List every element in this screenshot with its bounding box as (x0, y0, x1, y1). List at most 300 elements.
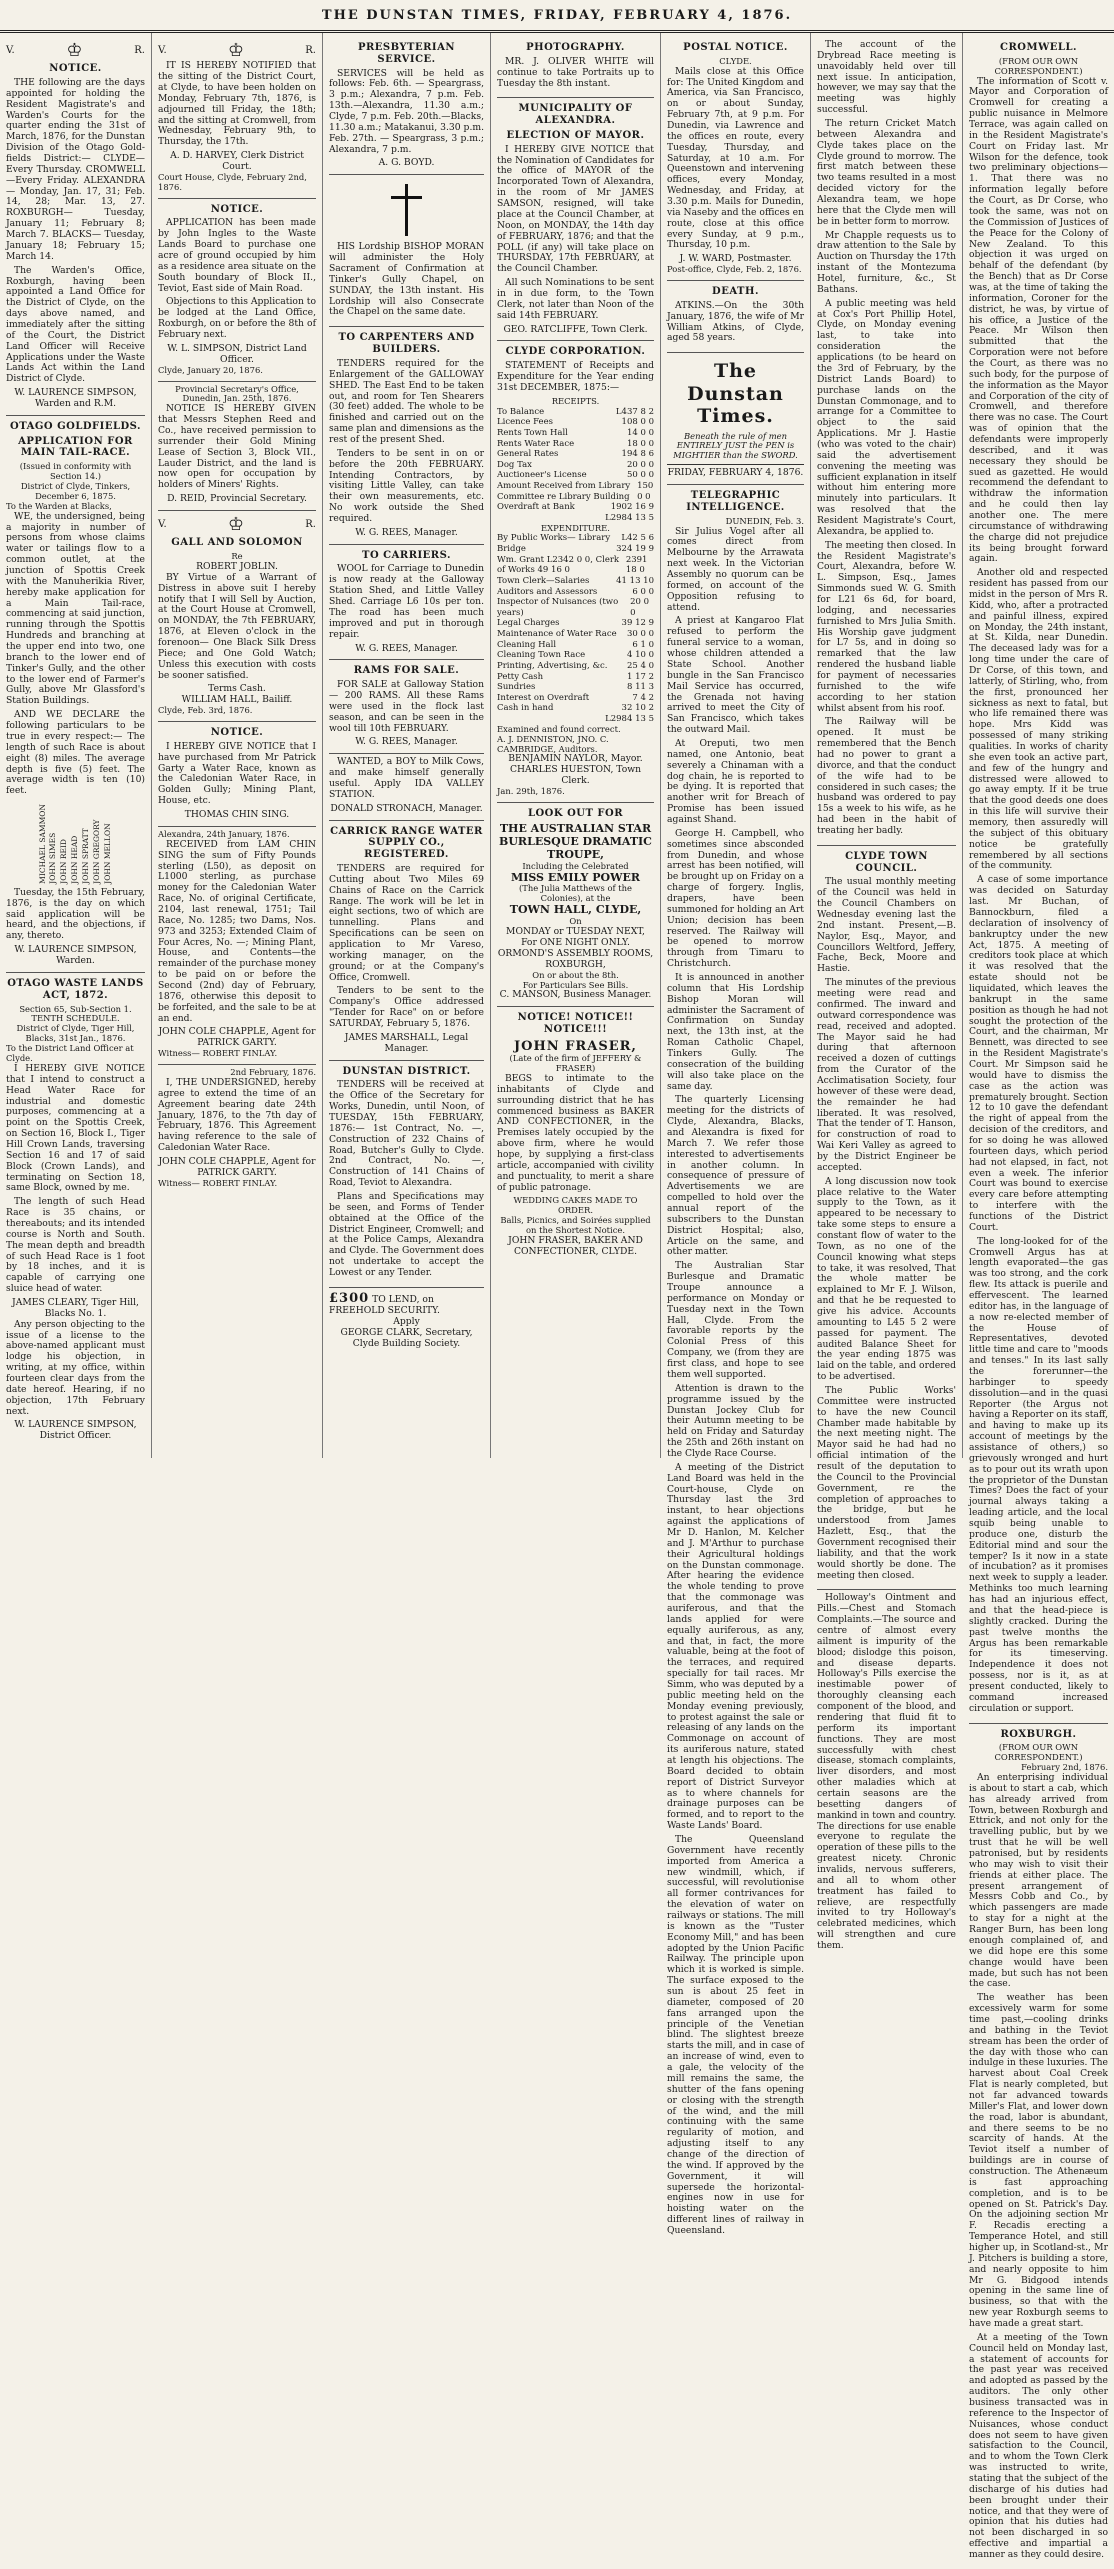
ledger-item: Interest on Overdraft (497, 692, 590, 703)
postal-notice (667, 37, 804, 281)
boy-body: WANTED, a BOY to Milk Cows, and make himself generally useful. Apply IDA VALLEY STATION. (329, 756, 484, 800)
corp-clerk: CHARLES HUESTON, Town Clerk. (509, 764, 642, 787)
mayor-body: I HEREBY GIVE NOTICE that the Nomination of Candidates for the office of MAYOR of the Incorporated Town of Alexandra, in the room of Mr JAMES SAMSON, resigned, will take place at the Council Chamber, at Noon, on MONDAY, the 14th day of FEBRUARY, 1876; and that the POLL (if any) will take place on THURSDAY, 17th FEBRUARY, at the Council Chamber. (497, 143, 654, 275)
ledger-row (497, 576, 654, 587)
crest-left: V. (158, 44, 167, 56)
waste-body-2: The length of such Head Race is 35 chains, or thereabouts; and its intended course is North and South. The mean depth and breadth of such Head Race is 1 foot by 18 inches, and it is capable of carrying one sluice head of water. (6, 1196, 145, 1295)
ledger-row (497, 597, 654, 618)
crown-icon: ♔ (227, 40, 245, 61)
clyde-body-4: The Public Works' Committee were instructed to have the new Council Chamber made habitable by the next meeting night. The Mayor said he had had no official intimation of the result of the deputation to the Council to the Provincial Government, re the completion of approaches to the bridge, but he understood from James Hazlett, Esq., that the Government recognised their liability, and that the work would shortly be done. The meeting then closed. (817, 1385, 956, 1581)
ledger-row (497, 481, 654, 502)
gall-solomon-notice (158, 511, 316, 722)
ledger-row (497, 672, 654, 683)
ledger-amount: 150 0 0 (637, 481, 654, 502)
holloway-body: Holloway's Ointment and Pills.—Chest and Stomach Complaints.—The source and centre of almost every ailment is impurity of the blood; dislodge this poison, and disease departs. Holloway's Pills exercise the inestimable power of thoroughly cleansing each component of the blood, and rendering that fluid fit to perform its important functions. They are most successfully with chest disease, stomach complaints, liver disorders, and most other maladies which at certain seasons are the besetting dangers of mankind in town and country. The directions for use enable everyone to regulate the operation of these pills to the greatest nicety. Chronic invalids, nervous sufferers, and all to whom other treatment has failed to relieve, are respectfully invited to try Holloway's celebrated medicines, which will strengthen and cure them. (817, 1592, 956, 1951)
ledger-amount: 6 1 0 (632, 639, 654, 650)
mayor-body-2: All such Nominations to be sent in in due form, to the Town Clerk, not later than Noon of the said 14th FEBRUARY. (497, 277, 654, 321)
column-6 (811, 33, 963, 1951)
ledger-row (497, 470, 654, 481)
ledger-row (497, 618, 654, 629)
ledger-amount: 18 0 0 (626, 438, 654, 449)
column-2 (152, 33, 323, 1458)
loan-notice (329, 1288, 484, 1355)
ledger-item: Amount Received from Library Committee re Library Building (497, 481, 631, 502)
ledger-row (497, 513, 654, 524)
tailrace-application (6, 416, 145, 973)
crown-icon: ♔ (227, 514, 245, 536)
paper-title: The Dunstan Times. (687, 360, 784, 428)
fraser-sub: (Late of the firm of JEFFERY & FRASER) (509, 1053, 642, 1074)
carrick-body-2: Tenders to be sent to the Company's Office addressed "Tender for Race" on or before SATURDAY, February 5, 1876. (329, 985, 484, 1030)
signature-name: JOHN REID (59, 839, 69, 884)
notice2-body: I HEREBY GIVE NOTICE that I have purchased from Mr Patrick Garty a Water Race, known as the Caledonian Water Race, in Golden Gully; Mining Plant, House, etc. (158, 740, 316, 807)
corp-date: Jan. 29th, 1876. (497, 785, 565, 796)
notice2-heading: NOTICE. (210, 727, 264, 739)
ledger-row (497, 544, 654, 555)
loan-apply: Apply (393, 1316, 420, 1328)
waste-lands-notice (6, 973, 145, 1447)
ingles-notice (158, 199, 316, 382)
rox-sub: (FROM OUR OWN CORRESPONDENT.) (994, 1742, 1083, 1763)
carrick-heading: CARRICK RANGE WATER SUPPLY CO., REGISTERED. (330, 825, 483, 861)
fraser-ad (497, 1007, 654, 1263)
signature-name: JOHN HEAD (70, 835, 80, 884)
death-heading: DEATH. (712, 286, 759, 298)
crest-right: R. (305, 44, 316, 56)
postal-heading: POSTAL NOTICE. (683, 42, 788, 53)
corp-body: STATEMENT of Receipts and Expenditure for the Year ending 31st DECEMBER, 1875:— (497, 360, 654, 393)
tailrace-body-3: Tuesday, the 15th February, 1876, is the day on which said application will be heard, and the objections, if any, thereto. (6, 886, 145, 942)
ledger-amount: 6 0 0 (632, 586, 654, 597)
photo-body: MR. J. OLIVER WHITE will continue to take Portraits up to Tuesday the 8th instant. (497, 55, 654, 89)
pres-heading: PRESBYTERIAN SERVICE. (357, 42, 456, 65)
ledger-item: Cash in hand (497, 703, 554, 714)
prov-body: NOTICE IS HEREBY GIVEN that Messrs Stephen Reed and Co., have received permission to surrender their Gold Mining Lease of Section 3, Block VII., Lauder District, and the land is now open for occupation by holders of Miners' Rights. (158, 403, 316, 491)
rox-body-2: The weather has been excessively warm for some time past,—cooling drinks and bathing in the Teviot stream has been the order of the day with those who can indulge in these luxuries. The harvest about Coal Creek Flat is nearly completed, but not far advanced towards Miller's Flat, and lower down the road, labor is abundant, and there seems to be no scarcity of hands. At the Teviot itself a number of buildings are in course of construction. The Athenæum is fast approaching completion, and is to be opened on St. Patrick's Day. On the adjoining section Mr F. Recadis erecting a Temperance Hotel, and still higher up, in Scotland-st., Mr J. Pitchers is building a store, and nearly opposite to him Mr G. Bidgood intends opening in the same line of business, so that with the new year Roxburgh seems to have made a great start. (969, 1992, 1108, 2329)
ledger-amount: 14 0 0 (626, 427, 654, 438)
waste-section: Section 65, Sub-Section 1. (19, 1003, 132, 1014)
ledger-item: General Rates (497, 449, 559, 460)
waste-place: District of Clyde, Tiger Hill, Blacks, 31st Jan., 1876. (16, 1023, 135, 1044)
ledger-amount: 4 10 0 (626, 650, 654, 661)
death-notice (667, 281, 804, 353)
ledger-amount: L2984 13 5 (605, 512, 654, 523)
rox-body: An enterprising individual is about to start a cab, which has already arrived from Town, between Roxburgh and Ettrick, and not only for the travelling public, but by we trust that he will be well patronised, but by residents who may wish to visit their friends at either place. The present arrangement of Messrs Cobb and Co., by which passengers are made to stay for a night at the Ranger Burn, has been long enough complained of, and we did hope ere this some change would have been made, but such has not been the case. (969, 1772, 1108, 1990)
crest-right: R. (305, 518, 316, 530)
ledger-row (497, 555, 654, 576)
alex-signature: JOHN COLE CHAPPLE, Agent for PATRICK GARTY. (158, 1026, 316, 1049)
tele-body-10: The Queensland Government have recently imported from America a new windmill, which, if successful, will revolutionise all former contrivances for the elevation of water on railways or stations. The mill is known as the "Tuster Economy Mill," and has been adopted by the Union Pacific Railway. The principle upon which it is worked is simple. The surface exposed to the sun is about 25 feet in diameter, composed of 20 fans arranged upon the principle of the Venetian blind. The slightest breeze starts the mill, and in case of an increase of wind, even to a gale, the velocity of the mill remains the same, the shutter of the fans opening or closing with the strength of the wind, and the mill continuing with the same regularity of motion, and adjusting itself to any change of the direction of the wind. If approved by the Government, it will supersede the horizontal-engines now in use for hoisting water on the different lines of railway in Queensland. (667, 1834, 804, 2236)
carrick-body: TENDERS are required for Cutting about Two Miles 69 Chains of Race on the Carrick Range. The work will be let in eight sections, two of which are tunnelling. Plans and Specifications can be seen on application to Mr Vareso, working manager, on the ground; or at the Company's Office, Cromwell. (329, 863, 484, 983)
carp-signature: W. G. REES, Manager. (355, 526, 458, 538)
notice-heading: NOTICE. (210, 203, 264, 215)
moran-body: HIS Lordship BISHOP MORAN will administer the Holy Sacrament of Confirmation at Tinker's Gully Chapel, on SUNDAY, the 13th instant. His Lordship will also Consecrate the Chapel on the same date. (329, 241, 484, 318)
corp-heading: CLYDE CORPORATION. (505, 346, 646, 358)
rams-heading: RAMS FOR SALE. (353, 665, 460, 677)
expenditure-heading: EXPENDITURE. (541, 522, 610, 533)
ledger-row (497, 703, 654, 714)
ledger-row (497, 587, 654, 598)
expenditure-ledger (497, 533, 654, 724)
ledger-item: Cleaning Hall (497, 639, 557, 650)
muni-heading: MUNICIPALITY OF ALEXANDRA. (518, 103, 633, 127)
ledger-item: Auctioneer's License (497, 470, 587, 481)
loan-amount: £300 (329, 1290, 370, 1306)
tailrace-body-2: AND WE DECLARE the following particulars to be true in every respect:— The length of such Race is about eight (8) miles. The average depth is five (5) feet. The average width is ten (10) feet. (6, 709, 145, 797)
rox-heading: ROXBURGH. (1000, 1728, 1077, 1740)
loan-signature: GEORGE CLARK, Secretary, Clyde Building Society. (340, 1326, 473, 1349)
rox-date: February 2nd, 1876. (1021, 1762, 1108, 1773)
signature-name: JOHN SPRATT (80, 828, 90, 884)
ledger-item: Legal Charges (497, 618, 560, 629)
waste-signature: JAMES CLEARY, Tiger Hill, Blacks No. 1. (12, 1296, 139, 1319)
column-4 (491, 33, 661, 1458)
waste-body-3: Any person objecting to the issue of a license to the above-named applicant must lodge his objection, in writing, at my office, within fourteen clear days from the date hereof. Hearing, if no objection, 17th February next. (6, 1318, 145, 1417)
race-body: The account of the Drybread Race meeting is unavoidably held over till next issue. In anticipation, however, we may say that the meeting was highly successful. (817, 39, 956, 116)
tailrace-place: District of Clyde, Tinkers, December 6, 1875. (20, 481, 131, 501)
ledger-amount: L2984 13 5 (605, 714, 654, 725)
star-roxburgh: ORMOND'S ASSEMBLY ROOMS, ROXBURGH, (497, 947, 654, 970)
ledger-amount: 20 0 0 (626, 459, 654, 470)
pres-signature: A. G. BOYD. (378, 157, 435, 169)
holloway-ad (817, 1590, 956, 1959)
loan-text: TO LEND, on FREEHOLD SECURITY. (329, 1293, 440, 1317)
carp-heading: TO CARPENTERS AND BUILDERS. (338, 332, 475, 356)
ledger-item: Bridge (497, 544, 526, 555)
ledger-item: Maintenance of Water Race (497, 629, 617, 640)
notice-body-2: The Warden's Office, Roxburgh, having been appointed a Land Office for the District of Clyde, on the days above named, and immediately after the sitting of the Court, the District Land Officer will Receive Applications under the Waste Lands Act within the Land District of Clyde. (6, 264, 145, 385)
boy-signature: DONALD STRONACH, Manager. (330, 802, 483, 814)
district-court-notice (158, 37, 316, 199)
divider (667, 464, 804, 465)
ledger-amount: 1902 16 9 (610, 502, 654, 513)
ledger-row (497, 650, 654, 661)
carriers-body: WOOL for Carriage to Dunedin is now ready at the Galloway Station Shed, and Little Valley Shed. Carriage L6 10s per ton. The road has been much improved and put in thorough repair. (329, 563, 484, 640)
tailrace-signature: W. LAURENCE SIMPSON, Warden. (14, 944, 137, 967)
carrick-signature: JAMES MARSHALL, Legal Manager. (344, 1031, 469, 1054)
postal-place: Post-office, Clyde, Feb. 2, 1876. (667, 264, 802, 275)
star-venue: TOWN HALL, CLYDE, (509, 903, 642, 917)
tele-body-2: A priest at Kangaroo Flat refused to perform the funeral service to a woman, whose children attended a State School. Another bungle in the San Francisco Mail Service has occurred, the Grenada not having arrived to meet the City of San Francisco, which takes the outward Mail. (667, 615, 804, 736)
receipts-heading: RECEIPTS. (551, 395, 600, 406)
dunstan-body: TENDERS will be received at the Office of the Secretary for Works, Dunedin, until Noon, of TUESDAY, 15th FEBRUARY, 1876:— 1st Contract, No. —, Construction of 232 Chains of Road, Butcher's Gully to Clyde. 2nd Contract, No. —, Construction of 141 Chains of Road, Teviot to Alexandra. (329, 1079, 484, 1189)
clyde-heading: CLYDE TOWN COUNCIL. (845, 850, 928, 874)
prov-signature: D. REID, Provincial Secretary. (167, 493, 307, 505)
clyde-body: The usual monthly meeting of the Council was held in the Council Chambers on Wednesday evening last the 2nd instant. Present,—B. Naylor, Esq., Mayor, and Councillors Weltford, Jeffery, Fache, Beck, Moore and Hastie. (817, 876, 956, 975)
star-name: MISS EMILY POWER (511, 870, 640, 884)
race-body-2: The return Cricket Match between Alexandra and Clyde takes place on the Clyde ground to morrow. The first match between these two teams resulted in a most decided victory for the Alexandra team, we hope here that the Clyde men will be in better form to morrow. (817, 118, 956, 227)
mayor-election (497, 98, 654, 341)
ledger-item: Inspector of Nuisances (two years) (497, 597, 619, 618)
signature-name: JOHN SIMES (48, 832, 58, 884)
star-on: On (569, 916, 582, 927)
agreement-extension (158, 1065, 316, 1194)
ledger-amount: 1 17 2 (626, 671, 654, 682)
ledger-amount: 194 8 6 (621, 449, 654, 460)
carp-body-2: Tenders to be sent in on or before the 20th FEBRUARY. Intending Contractors, by visiting Little Valley, can take their own measurements, etc. No work outside the Shed required. (329, 447, 484, 524)
fraser-signature: JOHN FRASER, BAKER AND CONFECTIONER, CLYDE. (508, 1235, 643, 1257)
waste-body: I HEREBY GIVE NOTICE that I intend to construct a Head Water Race for industrial and domestic purposes, commencing at a point on the Spottis Creek, on Section 16, Block I., Tiger Hill Crown Lands, traversing Section 16 and 17 of said Block (Crown Lands), and terminating on Section 18, same Block, owned by me. (6, 1062, 145, 1194)
ledger-row (497, 417, 654, 428)
ledger-item: Cleaning Town Race (497, 650, 586, 661)
notice-courts (6, 37, 145, 416)
mayor-heading: ELECTION OF MAYOR. (506, 129, 645, 141)
alexandra-receipt (158, 827, 316, 1065)
tele-body-9: A meeting of the District Land Board was held in the Court-house, Clyde on Thursday last the 3rd instant, to hear objections against the applications of Mr D. Hanlon, M. Kelcher and J. M'Arthur to purchase their Agricultural holdings on the Dunstan commonage. After hearing the evidence the whole tending to prove that the commonage was auriferous, and that the lands applied for were equally auriferous, as any, and that, in fact, the more valuable, being at the foot of the terraces, and required specially for tail races. Mr Simm, who was deputed by a public meeting held on the Monday evening previously, to protest against the sale or releasing of any lands on the Commonage on account of its auriferous nature, stated at length his objections. The Board decided to obtain report of District Surveyor as to where channels for drainage purposes can be formed, and to report to the Waste Lands' Board. (667, 1461, 804, 1832)
crom-heading: CROMWELL. (1000, 42, 1077, 53)
tailrace-heading: APPLICATION FOR MAIN TAIL-RACE. (18, 435, 133, 459)
ledger-item: Licence Fees (497, 417, 553, 428)
column-7 (963, 33, 1114, 2561)
star-more: For Particulars See Bills. (522, 979, 629, 990)
ledger-item: By Public Works— Library (497, 533, 611, 544)
chin-sing-notice (158, 722, 316, 827)
gall-body: BY Virtue of a Warrant of Distress in above suit I hereby notify that I will Sell by Auction, at the Court House at Cromwell, on MONDAY, the 7th FEBRUARY, 1876, at Eleven o'clock in the forenoon— One Black Silk Dress Piece; and One Gold Watch; Unless this execution with costs be sooner satisfied. (158, 571, 316, 681)
clyde-corporation (497, 341, 654, 803)
mayor-signature: GEO. RATCLIFFE, Town Clerk. (503, 323, 648, 335)
tele-body-8: Attention is drawn to the programme issued by the Dunstan Jockey Club for their Autumn meeting to be held on Friday and Saturday the 25th and 26th instant on the Clyde Race Course. (667, 1382, 804, 1459)
bishop-moran-notice (329, 175, 484, 327)
star-title: THE AUSTRALIAN STAR BURLESQUE DRAMATIC TROUPE, (499, 821, 652, 861)
column-5 (661, 33, 811, 2236)
waste-heading: OTAGO WASTE LANDS ACT, 1872. (7, 977, 144, 1001)
ledger-row (497, 693, 654, 704)
paper-motto: Beneath the rule of men ENTIRELY JUST the PEN is MIGHTIER than the SWORD. (673, 430, 798, 461)
gall-terms: Terms Cash. (208, 683, 266, 695)
corp-exam: Examined and found correct. (497, 723, 621, 734)
crom-sub: (FROM OUR OWN CORRESPONDENT.) (994, 55, 1083, 76)
fraser-body: BEGS to intimate to the inhabitants of Clyde and surrounding district that he has commenced business as BAKER AND CONFECTIONER, in the Premises lately occupied by the above firm, where he would hope, by supplying a first-class article, accompanied with civility and punctuality, to merit a share of public patronage. (497, 1073, 654, 1193)
ledger-row (497, 449, 654, 460)
editorial-header (667, 353, 804, 485)
boy-wanted (329, 754, 484, 820)
ledger-amount: 25 4 0 (626, 660, 654, 671)
carriers-notice (329, 545, 484, 661)
gall-place: Clyde, Feb. 3rd, 1876. (158, 705, 253, 716)
royal-crest (158, 514, 316, 535)
provincial-notice (158, 382, 316, 512)
star-including: Including the Celebrated (522, 860, 629, 871)
ingles-signature: W. L. SIMPSON, District Land Officer. (167, 342, 307, 365)
waste-schedule: TENTH SCHEDULE. (31, 1013, 120, 1024)
royal-crest (158, 40, 316, 61)
ledger-amount: 108 0 0 (621, 417, 654, 428)
race-body-5: The meeting then closed. In the Resident Magistrate's Court, Alexandra, before W. L. Simpson, Esq., James Simmonds sued W. G. Smith for L21 6s 6d, for board, lodging, and necessaries furnished to Mrs Julia Smith. His Worship gave judgment for L7 5s, and in doing so remarked that the law rendered the husband liable for payment of necessaries furnished to the wife according to her station whilst absent from his roof. (817, 539, 956, 714)
ledger-amount: 324 19 9 (616, 544, 654, 555)
ledger-item: Petty Cash (497, 671, 544, 682)
ledger-amount: 50 0 0 (626, 470, 654, 481)
cromwell-news (969, 37, 1108, 1724)
ledger-amount: L42 5 6 (621, 533, 654, 544)
ledger-item: Sundries (497, 682, 536, 693)
star-day: MONDAY or TUESDAY NEXT, (506, 926, 645, 938)
prov-place: Provincial Secretary's Office, Dunedin, Jan. 25th, 1876. (175, 383, 299, 404)
feb-witness: Witness— ROBERT FINLAY. (158, 1177, 278, 1188)
postal-signature: J. W. WARD, Postmaster. (679, 253, 792, 265)
ledger-item: Wm. Grant L2342 0 0, Clerk of Works 49 16 0 (497, 554, 620, 576)
notice-signature: W. LAURENCE SIMPSON, Warden and R.M. (14, 387, 137, 409)
dunstan-heading: DUNSTAN DISTRICT. (342, 1065, 471, 1077)
tele-place: DUNEDIN, Feb. 3. (725, 515, 804, 526)
ledger-row (497, 640, 654, 651)
feb-place: 2nd February, 1876. (230, 1067, 316, 1078)
rox-body-3: At a meeting of the Town Council held on Monday last, a statement of accounts for the past year was received and adopted as passed by the auditors. The only other business transacted was in reference to the Inspector of Nuisances, whose conduct does not seem to have given satisfaction to the Council, and to whom the Town Clerk was instructed to write, stating that the subject of the discharge of his duties had been brought under their notice, and that they were of opinion that his duties had not been discharged in so effective and impartial a manner as they could desire. (969, 2331, 1108, 2561)
tele-body: Sir Julius Vogel after all comes direct from Melbourne by the Arrawata next week. In the Victorian Assembly no quorum can be formed, on account of the Opposition refusing to attend. (667, 525, 804, 613)
carriers-heading: TO CARRIERS. (362, 549, 451, 561)
ledger-amount: 39 12 9 (621, 618, 654, 629)
court-place: Court House, Clyde, February 2nd, 1876. (158, 171, 307, 192)
notice-heading: NOTICE. (49, 63, 102, 75)
ingles-body: APPLICATION has been made by John Ingles to the Waste Lands Board to purchase one acre of ground occupied by him as a residence area situate on the South boundary of Block II., Teviot, East side of Main Road. (158, 217, 316, 294)
ingles-body-2: Objections to this Application to be lodged at the Land Office, Roxburgh, on or before the 8th of February next. (158, 296, 317, 341)
dateline: FRIDAY, FEBRUARY 4, 1876. (667, 467, 804, 479)
alex-body: RECEIVED from LAM CHIN SING the sum of Fifty Pounds sterling (L50), as deposit on L1000 sterling, as purchase money for the Caledonian Water Race, No. of original Certificate, 2104, last renewal, 1751; Tail Race, No. 1285; two Dams, Nos. 973 and 3253; Extended Claim of Four Acres, No. —; Mining Plant, House, and Contents—the remainder of the purchase money to be paid on or before the Second (2nd) day of February, 1876, otherwise this deposit to be forfeited, and the sale to be at an end. (158, 838, 316, 1024)
court-signature: A. D. HARVEY, Clerk District Court. (170, 150, 304, 172)
postal-clyde: CLYDE. (719, 55, 752, 66)
star-heading: LOOK OUT FOR (527, 807, 624, 819)
court-body: IT IS HEREBY NOTIFIED that the sitting of the District Court, at Clyde, to have been holden on Monday, February 7th, 1876, is adjourned till Friday, the 18th; and the sitting at Cromwell, from Wednesday, February 9th, to Thursday, the 17th. (158, 60, 316, 148)
ingles-place: Clyde, January 20, 1876. (158, 364, 263, 375)
alex-place: Alexandra, 24th January, 1876. (158, 828, 290, 839)
tele-body-3: At Oreputi, two men named, one Antonio, beat severely a Chinaman with a dog chain, he is reported to be dying. It is reported that another writ for Breach of Promise has been issued against Shand. (667, 737, 804, 825)
star-sub: (The Julia Matthews of the Colonies), at the (519, 883, 632, 904)
ledger-item: Rents Water Race (497, 438, 575, 449)
carrick-range-tender (329, 821, 484, 1061)
tele-body-4: George H. Campbell, who sometimes since absconded from Dunedin, and whose arrest has been notified, will be brought up on Friday on a charge of forgery. Inglis, drapers, have been summoned for holding an Art Union; decision has been reserved. The Railway will be opened to morrow through from Timaru to Christchurch. (667, 827, 804, 970)
ledger-item: Overdraft at Bank (497, 502, 575, 513)
receipts-ledger (497, 407, 654, 524)
ledger-row (497, 428, 654, 439)
rams-signature: W. G. REES, Manager. (355, 736, 458, 748)
loan-line (329, 1291, 484, 1317)
death-body: ATKINS.—On the 30th January, 1876, the wife of Mr William Atkins, of Clyde, aged 58 years. (667, 299, 804, 344)
corp-auditors: A. J. DENNISTON, JNO. C. CAMBRIDGE, Auditors. (497, 733, 609, 754)
postal-body: Mails close at this Office for: The United Kingdom and America, via San Francisco, on or about Sunday, February 7th, at 9 p.m. For Dunedin, via Lawrence and the offices en route, every Tuesday, Thursday, and Saturday, at 10 a.m. For Queenstown and intervening offices, every Monday, Wednesday, and Friday, at 3.30 p.m. Mails for Dunedin, via Naseby and the offices en route, close at this office every Sunday, at 9 p.m., Thursday, 10 p.m. (667, 65, 804, 251)
ledger-item: Dog Tax (497, 459, 532, 470)
ledger-amount: 32 10 2 (621, 703, 654, 714)
feb-signature: JOHN COLE CHAPPLE, Agent for PATRICK GARTY. (158, 1155, 316, 1178)
race-body-4: A public meeting was held at Cox's Port Phillip Hotel, Clyde, on Monday evening last, to take into consideration the applications (to be heard on the 3rd of February, by the District Lands Board) to purchase lands on the Dunstan Commonage, and to arrange for a Committee to object to the said Applications. Mr J. Hastie (who was voted to the chair) said the advertisement convening the meeting was sufficient explanation in itself without him entering more minutely into particulars. It was resolved that the Resident Magistrate's Court, Alexandra, be applied to. (817, 297, 956, 537)
ledger-amount: 2391 18 0 (625, 554, 648, 576)
masthead: THE DUNSTAN TIMES, FRIDAY, FEBRUARY 4, 1876. (0, 0, 1114, 33)
column-3 (323, 33, 491, 1458)
gall-heading: GALL AND SOLOMON (171, 537, 303, 549)
crest-left: V. (6, 44, 15, 56)
presbyterian-service (329, 37, 484, 175)
photography-notice (497, 37, 654, 98)
ledger-item: Printing, Advertising, &c. (497, 660, 608, 671)
fraser-notice: NOTICE! NOTICE!! NOTICE!!! (517, 1012, 634, 1036)
ledger-amount: 41 13 10 (616, 575, 654, 586)
race-body-6: The Railway will be opened. It must be remembered that the Bench had no power to grant a divorce, and that the conduct of the wife had to be considered in such cases; the husband was ordered to pay 15s a week to his wife, as he had been in the habit of treating her badly. (817, 716, 956, 837)
notice2-signature: THOMAS CHIN SING. (184, 809, 290, 821)
ledger-row (497, 407, 654, 418)
ledger-amount: 7 4 2 (632, 692, 654, 703)
signature-name: JOHN GREGORY (91, 819, 101, 884)
carpenters-tender (329, 327, 484, 544)
ledger-row (497, 661, 654, 672)
crom-body-4: The long-looked for of the Cromwell Argus has at length evaporated—the gas was too strong, and the cork flew. Its attack is puerile and effervescent. The learned editor has, in the language of a now re-elected member of the House of Representatives, devoted little time and care to "moods and tenses." In its last sally the forerunner—the harbinger to speedy dissolution—and in the quasi Reporter (the Argus not having a Reporter on its staff, and having to make up its account of meetings by the assistance of others,) so grievously wronged and hurt as to pour out its wrath upon the proprietor of the Dunstan Times? Does the fact of your journal always taking a leading article, and the local squib being unable to produce one, disturb the Editorial mind and sour the temper? Is it now in a state of incubation? as it promises next week to supply a leader. Methinks too much learning has had an injurious effect, and that the head-piece is slightly cracked. During the past twelve months the Argus has been remarkable for its timeserving. Independence it does not possess, nor is it, as at present conducted, likely to command increased circulation or support. (969, 1235, 1108, 1714)
clyde-town-council (817, 846, 956, 1591)
clyde-body-3: A long discussion now took place relative to the Water supply to the Town, as it appeared to be necessary to take some steps to ensure a constant flow of water to the Town, as no one of the Council knowing what steps to take, it was resolved, That the whole matter be explained to Mr F. J. Wilson, and that he be requested to give his advice. Accounts amounting to L45 5 2 were passed for payment. The audited Balance Sheet for the year ending 1875 was laid on the table, and ordered to be advertised. (817, 1175, 956, 1383)
dunstan-body-2: Plans and Specifications may be seen, and Forms of Tender obtained at the Office of the District Engineer, Cromwell; and at the Police Camps, Alexandra and Clyde. The Government does not undertake to accept the Lowest or any Tender. (329, 1191, 484, 1279)
column-1 (0, 33, 152, 1458)
ledger-item: Rents Town Hall (497, 427, 568, 438)
fraser-name: JOHN FRASER, (514, 1038, 637, 1054)
crom-body-2: Another old and respected resident has passed from our midst in the person of Mrs R. Kidd, who, after a protracted and painful illness, expired on Monday, the 24th instant, at St. Kilda, near Dunedin. The deceased lady was for a long time under the care of Dr Corse, of this town, and latterly, of Stirling, who, from the first, pronounced her sickness as next to fatal, but who life remained there was hope. Mrs Kidd was possessed of many striking qualities. In works of charity she even took an active part, and few of the hungry and distressed were allowed to go away empty. If it be true that the good deeds one does in this life will survive their memory, then assuredly will the subject of this obituary notice be gratefully remembered by all sections of the community. (969, 567, 1108, 872)
ledger-row (497, 502, 654, 513)
ledger-item: Town Clerk—Salaries (497, 575, 590, 586)
tele-body-7: The Australian Star Burlesque and Dramatic Troupe announce a performance on Monday or Tuesday next in the Town Hall, Clyde. From the favorable reports by the Colonial Press of this Company, we (from they are first class, and hope to see them well supported. (667, 1260, 804, 1380)
carriers-signature: W. G. REES, Manager. (355, 642, 458, 654)
signature-name: JOHN MELLON (102, 823, 112, 884)
ledger-row (497, 439, 654, 450)
alex-witness: Witness— ROBERT FINLAY. (158, 1048, 278, 1059)
clyde-body-2: The minutes of the previous meeting were read and confirmed. The inward and outward correspondence was read, received and adopted. The Mayor said he had during that afternoon received a dozen of cuttings from the Curator of the Acclimatisation Society, four however of these were dead, the remainder he had liberated. It was resolved, That the tender of T. Hanson, for construction of road to Wai Keri Valley as agreed to by the District Engineer be accepted. (817, 977, 956, 1173)
notice-body: THE following are the days appointed for holding the Resident Magistrate's and Warden's Courts for the quarter ending the 31st of March, 1876, for the Dunstan Division of the Otago Gold-fields District:— CLYDE—Every Thursday. CROMWELL—Every Friday. ALEXANDRA— Monday, Jan. 17, 31; Feb. 14, 28; Mar. 13, 27. ROXBURGH— Tuesday, January 11; February 8; March 7. BLACKS— Tuesday, January 18; February 15; March 14. (6, 77, 145, 262)
waste-to: To the District Land Officer at Clyde. (6, 1043, 134, 1064)
waste-signature-2: W. LAURENCE SIMPSON, District Officer. (14, 1419, 137, 1442)
rams-for-sale (329, 660, 484, 754)
photo-heading: PHOTOGRAPHY. (526, 42, 625, 53)
columns (0, 33, 1114, 2561)
fraser-balls: Balls, Picnics, and Soirées supplied on the Shortest Notice. (500, 1215, 651, 1236)
corp-mayor: BENJAMIN NAYLOR, Mayor. (508, 753, 643, 765)
gall-signature: WILLIAM HALL, Bailiff. (181, 694, 293, 706)
ledger-row (497, 533, 654, 544)
crown-icon: ♔ (66, 40, 83, 61)
australian-star-ad (497, 803, 654, 1007)
carp-body: TENDERS required for the Enlargement of the GALLOWAY SHED. The East End to be taken out, and room for Ten Shearers (30 feet) added. The whole to be finished and carried out on the same plan and dimensions as the rest of the present Shed. (329, 357, 484, 445)
dunstan-district-tender (329, 1061, 484, 1288)
ledger-amount: L437 8 2 (615, 406, 654, 417)
crest-left: V. (158, 518, 167, 530)
rams-body: FOR SALE at Galloway Station— 200 RAMS. All these Rams were used in the flock last season, and can be seen in the wool till 10th FEBRUARY. (329, 679, 484, 734)
signature-name: MICHAEL SAMMON (37, 804, 47, 884)
royal-crest (6, 40, 145, 61)
tailrace-to: To the Warden at Blacks, (6, 500, 112, 511)
star-roxburgh-2: On or about the 8th. (532, 969, 619, 980)
ledger-amount: 30 0 0 (626, 629, 654, 640)
ledger-amount: 20 0 0 (630, 597, 650, 618)
signature-list (6, 800, 145, 888)
ledger-row (497, 629, 654, 640)
tele-heading: TELEGRAPHIC INTELLIGENCE. (686, 490, 785, 513)
pres-body: SERVICES will be held as follows: Feb. 6th. — Speargrass, 3 p.m.; Alexandra, 7 p.m. Feb. 13th.—Alexandra, 11.30 a.m.; Clyde, 7 p.m. Feb. 20th.—Blacks, 11.30 a.m.; Matakanui, 3.30 p.m. Feb. 27th. — Speargrass, 3 p.m.; Alexandra, 7 p.m. (329, 67, 484, 155)
ledger-row (497, 460, 654, 471)
ledger-row (497, 682, 654, 693)
tailrace-body: WE, the undersigned, being a majority in number of persons from whose claims water or tailings flow to a common outlet, at the junction of Spottis Creek with the Manuherikia River, hereby make application for a Main Tail-race, commencing at said junction, running through the Spottis Hundreds and branching at the upper end into two, one branch to the lower end of Tinker's Gully, and the other to the lower end of Farmer's Gully, above Mr Glassford's Station Buildings. (6, 510, 145, 707)
cross-icon (329, 178, 484, 242)
crest-right: R. (134, 44, 145, 56)
ledger-amount: 8 11 3 (626, 682, 654, 693)
race-body-3: Mr Chapple requests us to draw attention to the Sale by Auction on Thursday the 17th instant of the Montezuma Hotel, furniture, &c., St Bathans. (817, 229, 956, 295)
tele-body-6: The quarterly Licensing meeting for the districts of Clyde, Alexandra, Blacks, and Alexandra is fixed for March 7. We refer those interested to advertisements in another column. In consequence of pressure of Advertisements we are compelled to hold over the annual report of the subscribers to the Dunstan District Hospital; also, Article on the same, and other matter. (667, 1094, 804, 1258)
fraser-cakes: WEDDING CAKES MADE TO ORDER. (513, 1195, 638, 1216)
crom-body: The information of Scott v. Mayor and Corporation of Cromwell for creating a public nuisance in Melmore Terrace, was again called on in the Resident Magistrate's Court on Friday last. Mr Wilson for the defence, took two preliminary objections— 1. That there was no information legally before the Court, as Dr Corse, who took the same, was not on the Commission of Justices of the Peace for the Colony of New Zealand. To this objection it was urged on behalf of the defendant (by the Bench) that as Dr Corse was, at the time of taking the information, Coroner for the district, he was, by virtue of his office, a Justice of the Peace. Mr Wilson then submitted that the Corporation were not before the Court, as there was no such body, for the purpose of the information as the Mayor and Corporation of the city of Cromwell, and therefore there was no case. The Court was of opinion that the defendants were improperly described, and it was necessary they should be sued as gazetted. He would recommend the defendant to withdraw the information and he could then lay another one. The mere circumstance of withdrawing the charge did not prejudice its being brought forward again. (969, 75, 1108, 565)
roxburgh-news (969, 1724, 1108, 2569)
telegraphic-intelligence (667, 485, 804, 2245)
feb-body: I, THE UNDERSIGNED, hereby agree to extend the time of an Agreement bearing date 24th January, 1876, to the 7th day of February, 1876. This Agreement having reference to the sale of Caledonian Water Race. (158, 1076, 316, 1154)
tailrace-sub: (Issued in conformity with Section 14.) (19, 461, 132, 482)
gall-re: Re (231, 551, 243, 562)
star-night: For ONE NIGHT ONLY. (521, 937, 630, 949)
crom-body-3: A case of some importance was decided on Saturday last. Mr Buchan, of Bannockburn, filed a declaration of insolvency of bankruptcy under the new Act, 1875. A meeting of creditors took place at which it was resolved that the estate should not be liquidated, which leaves the bankrupt in the same position as though he had not sought the protection of the Court, and the chairman, Mr Bennett, was directed to see in the Resident Magistrate's Court. Mr Simpson said he would have to dismiss the case as the action was prematurely brought. Section 12 to 10 gave the defendant the right of appeal from the decision of the creditors, and for so doing he was allowed fourteen days, which period had not elapsed, in fact, not even a week. The inferior Court was bound to exercise every care before attempting to interfere with the functions of the District Court. (969, 874, 1108, 1233)
gall-name: ROBERT JOBLIN. (196, 561, 278, 572)
star-signature: C. MANSON, Business Manager. (499, 989, 652, 1001)
tele-body-5: It is announced in another column that His Lordship Bishop Moran will administer the Sacrament of Confirmation on Sunday next, the 13th inst, at the Roman Catholic Chapel, Tinkers Gully. The consecration of the building will also take place on the same day. (667, 971, 804, 1092)
ledger-item: Auditors and Assessors (497, 586, 598, 597)
